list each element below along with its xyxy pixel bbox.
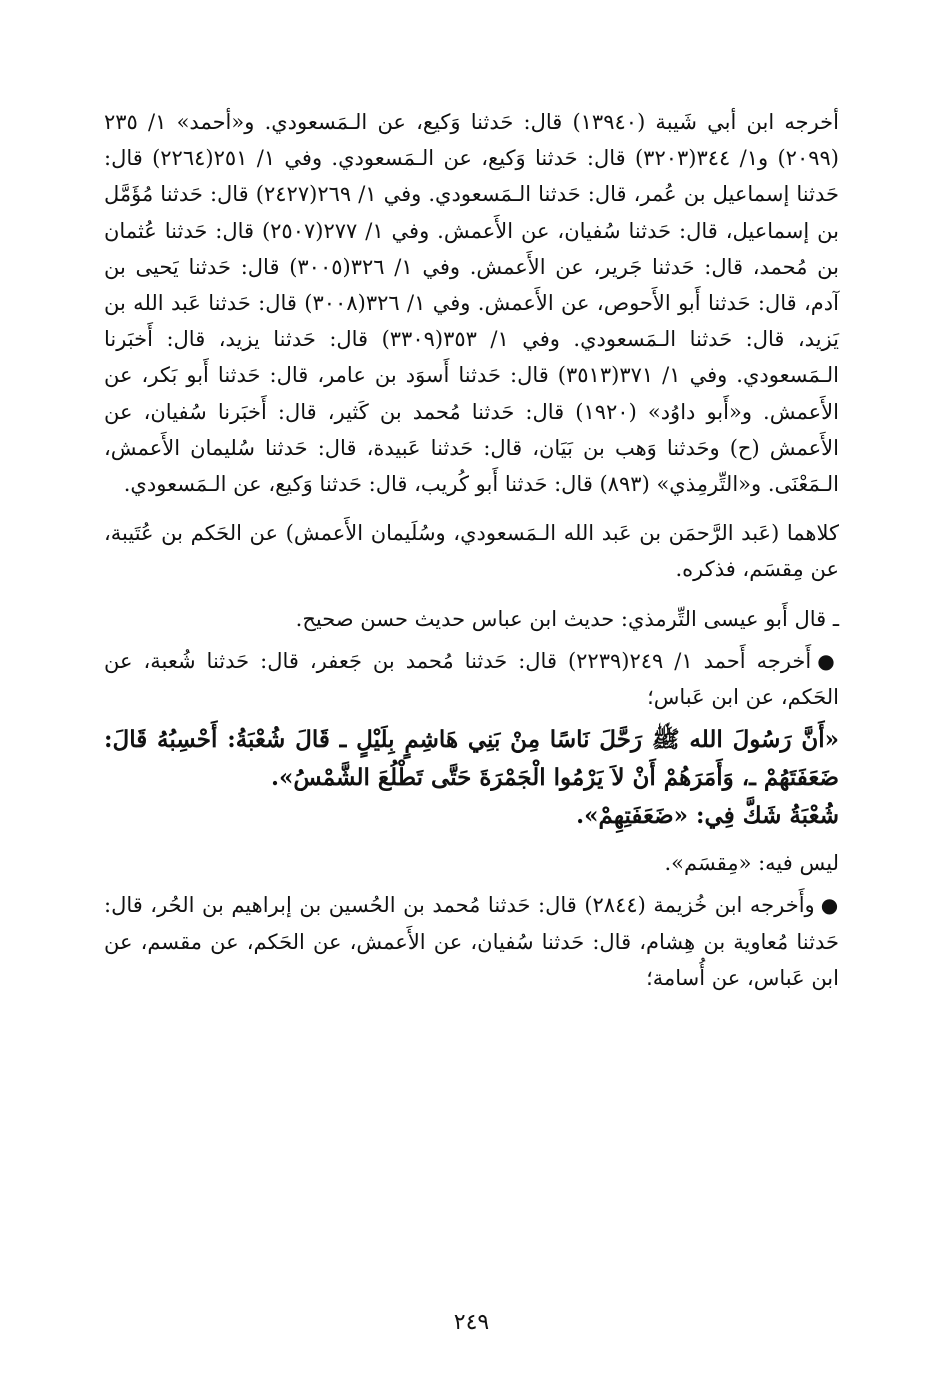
- ahmad-text: أَخرجه أَحمد ١/ ٢٤٩(٢٢٣٩) قال: حَدثنا مُحمد بن جَعفر، قال: حَدثنا شُعبة، عن الحَكم، عن ابن عَباس؛: [104, 648, 839, 710]
- ibn-khuzaymah-text: وأَخرجه ابن خُزيمة (٢٨٤٤) قال: حَدثنا مُحمد بن الحُسين بن إبراهيم بن الحُر، قال: حَدثنا مُعاوية بن هِشام، قال: حَدثنا سُفيان، عن الأَعمش، عن الحَكم، عن مقسم، عن ابن عَباس، عن أُسامة؛: [104, 893, 839, 990]
- bullet-icon: ●: [817, 648, 839, 673]
- missing-narrator-note: ليس فيه: «مِقسَم».: [664, 851, 839, 876]
- page-number: ٢٤٩: [453, 1310, 490, 1335]
- ibn-khuzaymah-paragraph: [104, 887, 839, 996]
- hadith-text: «أَنَّ رَسُولَ الله ﷺ رَحَّلَ نَاسًا مِنْ بَنِي هَاشِمٍ بِلَيْلٍ ـ قَالَ شُعْبَةُ: أَحْسِبُهُ قَالَ: ضَعَفَتَهُمْ ـ، وَأَمَرَهُمْ أَنْ لاَ يَرْمُوا الْجَمْرَةَ حَتَّى تَطْلُعَ الشَّمْسُ».: [104, 726, 839, 792]
- tirmidhi-note: ـ قال أَبو عيسى التِّرمذي: حديث ابن عباس حديث حسن صحيح.: [295, 606, 839, 631]
- bullet-icon: ●: [820, 893, 840, 918]
- ahmad-paragraph: [104, 643, 839, 715]
- takhrij-paragraph: أخرجه ابن أبي شَيبة (١٣٩٤٠) قال: حَدثنا وَكيع، عن الـمَسعودي. و«أحمد» ١/ ٢٣٥ (٢٠٩٩) و١/ ٣٤٤(٣٢٠٣) قال: حَدثنا وَكيع، عن الـمَسعودي. وفي ١/ ٢٥١(٢٢٦٤) قال: حَدثنا إسماعيل بن عُمر، قال: حَدثنا الـمَسعودي. وفي ١/ ٢٦٩(٢٤٢٧) قال: حَدثنا مُؤَمَّل بن إسماعيل، قال: حَدثنا سُفيان، عن الأَعمش. وفي ١/ ٢٧٧(٢٥٠٧) قال: حَدثنا عُثمان بن مُحمد، قال: حَدثنا جَرير، عن الأَعمش. وفي ١/ ٣٢٦(٣٠٠٥) قال: حَدثنا يَحيى بن آدم، قال: حَدثنا أَبو الأَحوص، عن الأَعمش. وفي ١/ ٣٢٦(٣٠٠٨) قال: حَدثنا عَبد الله بن يَزيد، قال: حَدثنا الـمَسعودي. وفي ١/ ٣٥٣(٣٣٠٩) قال: حَدثنا يزيد، قال: أَخبَرنا الـمَسعودي. وفي ١/ ٣٧١(٣٥١٣) قال: حَدثنا أَسوَد بن عامر، قال: حَدثنا أَبو بَكر، عن الأَعمش. و«أَبو داوُد» (١٩٢٠) قال: حَدثنا مُحمد بن كَثير، قال: أَخبَرنا سُفيان، عن الأَعمش (ح) وحَدثنا وَهب بن بَيَان، قال: حَدثنا عَبيدة، قال: حَدثنا سُليمان الأَعمش، الـمَعْنَى. و«التِّرمِذي» (٨٩٣) قال: حَدثنا أَبو كُريب، قال: حَدثنا وَكيع، عن الـمَسعودي.: [104, 110, 839, 497]
- summary-paragraph: كلاهما (عَبد الرَّحمَن بن عَبد الله الـمَسعودي، وسُلَيمان الأَعمش) عن الحَكم بن عُتَيبة، عن مِقسَم، فذكره.: [104, 521, 839, 582]
- text-body: [104, 104, 839, 1009]
- hadith-note: شُعْبَةُ شَكَّ فِي: «ضَعَفَتِهِمْ».: [576, 802, 839, 830]
